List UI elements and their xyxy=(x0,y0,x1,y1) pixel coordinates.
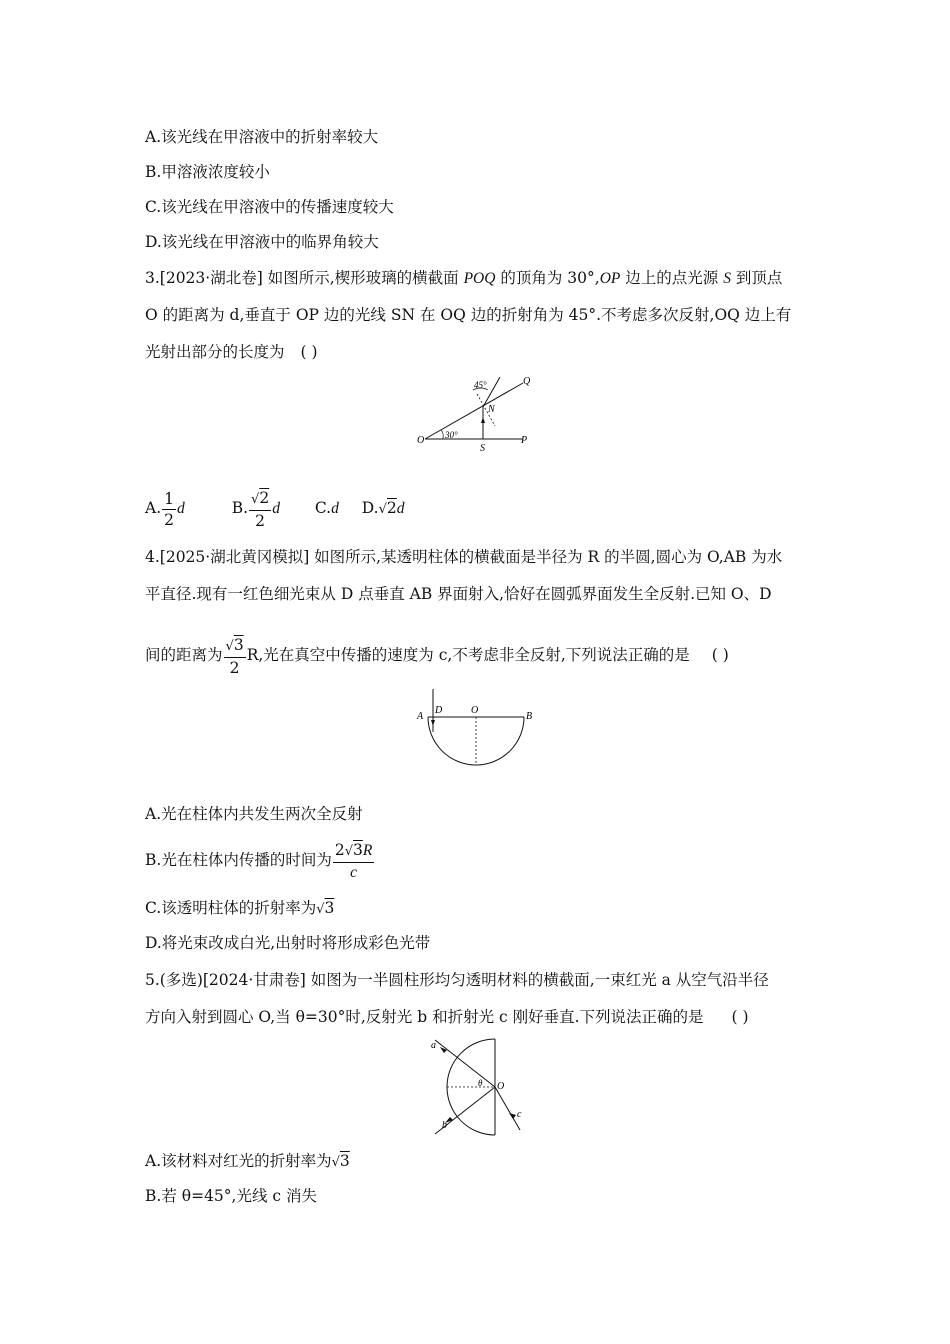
sqrt-icon: √ xyxy=(378,502,387,517)
q5-half-cylinder-figure xyxy=(425,1035,530,1140)
q3-options xyxy=(145,486,405,532)
answer-paren: ( ) xyxy=(711,646,729,664)
fig-label-c: c xyxy=(517,1109,522,1120)
fig-label-n: N xyxy=(488,404,495,415)
q2-option-b: B.甲溶液浓度较小 xyxy=(145,163,270,181)
q3-option-a: A. $\frac{1}{2}$ d xyxy=(145,489,185,529)
q3-stem-line1: 3.[2023·湖北卷] 如图所示,楔形玻璃的横截面 POQ 的顶角为 30°,OP 边上的点光源 S 到顶点 xyxy=(145,269,783,287)
fig-label-a: A xyxy=(417,711,424,722)
q3-option-c: C.d xyxy=(314,499,339,517)
fig-label-30: 30° xyxy=(445,430,458,440)
q5-option-b: B.若 θ=45°,光线 c 消失 xyxy=(145,1187,317,1205)
q2-option-a: A.该光线在甲溶液中的折射率较大 xyxy=(145,128,379,146)
fig-label-o: O xyxy=(471,705,479,716)
fig-label-d: D xyxy=(435,705,443,716)
fig-label-45: 45° xyxy=(474,380,487,390)
q3-option-d: D.√2d xyxy=(361,499,405,517)
fig-label-b: b xyxy=(442,1120,447,1131)
sqrt-icon: √ xyxy=(344,843,353,859)
q5-stem-line2: 方向入射到圆心 O,当 θ=30°时,反射光 b 和折射光 c 刚好垂直.下列说法正确的是 ( ) xyxy=(145,1008,749,1026)
q4-stem-line1: 4.[2025·湖北黄冈模拟] 如图所示,某透明柱体的横截面是半径为 R 的半圆,圆心为 O,AB 为水 xyxy=(145,548,783,566)
q4-option-b: B.光在柱体内传播的时间为 $\frac{2√3R}{c}$ xyxy=(145,840,373,881)
q4-option-c: C.该透明柱体的折射率为√3 xyxy=(145,899,335,917)
q5-stem-line1: 5.(多选)[2024·甘肃卷] 如图为一半圆柱形均匀透明材料的横截面,一束红光 a 从空气沿半径 xyxy=(145,971,769,989)
fig-label-b: B xyxy=(526,711,533,722)
sqrt-icon: √ xyxy=(225,638,234,654)
sqrt-icon: √ xyxy=(251,491,260,507)
fig-label-o: O xyxy=(417,435,425,446)
fig-label-theta: θ xyxy=(478,1078,483,1088)
answer-paren: ( ) xyxy=(731,1008,749,1026)
q2-option-c: C.该光线在甲溶液中的传播速度较大 xyxy=(145,198,394,216)
q4-stem-line3: 间的距离为 $\frac{√3}{2}$ R,光在真空中传播的速度为 c,不考虑非全反射,下列说法正确的是 ( ) xyxy=(145,635,729,677)
q3-stem-line3: 光射出部分的长度为 ( ) xyxy=(145,343,318,361)
q5-option-a: A.该材料对红光的折射率为√3 xyxy=(145,1152,350,1170)
fig-label-s: S xyxy=(480,443,485,454)
q4-stem-line2: 平直径.现有一红色细光束从 D 点垂直 AB 界面射入,恰好在圆弧界面发生全反射.已知 O、D xyxy=(145,585,772,603)
sqrt-icon: √ xyxy=(331,1155,340,1170)
fig-label-a: a xyxy=(431,1040,436,1051)
fig-label-q: Q xyxy=(523,376,531,387)
q2-option-d: D.该光线在甲溶液中的临界角较大 xyxy=(145,233,379,251)
q3-tag: 3.[2023·湖北卷] xyxy=(145,269,263,287)
q4-option-d: D.将光束改成白光,出射时将形成彩色光带 xyxy=(145,934,431,952)
q3-option-b: B. $\frac{√2}{2}$ d xyxy=(231,488,280,530)
fig-label-p: P xyxy=(521,435,528,446)
sqrt-icon: √ xyxy=(316,902,325,917)
q3-wedge-figure xyxy=(415,372,545,457)
answer-paren: ( ) xyxy=(300,343,318,361)
q4-semicircle-figure xyxy=(410,685,545,775)
fig-label-o: O xyxy=(497,1081,505,1092)
q3-stem-line2: O 的距离为 d,垂直于 OP 边的光线 SN 在 OQ 边的折射角为 45°.不考虑多次反射,OQ 边上有 xyxy=(145,306,792,324)
q4-option-a: A.光在柱体内共发生两次全反射 xyxy=(145,805,363,823)
